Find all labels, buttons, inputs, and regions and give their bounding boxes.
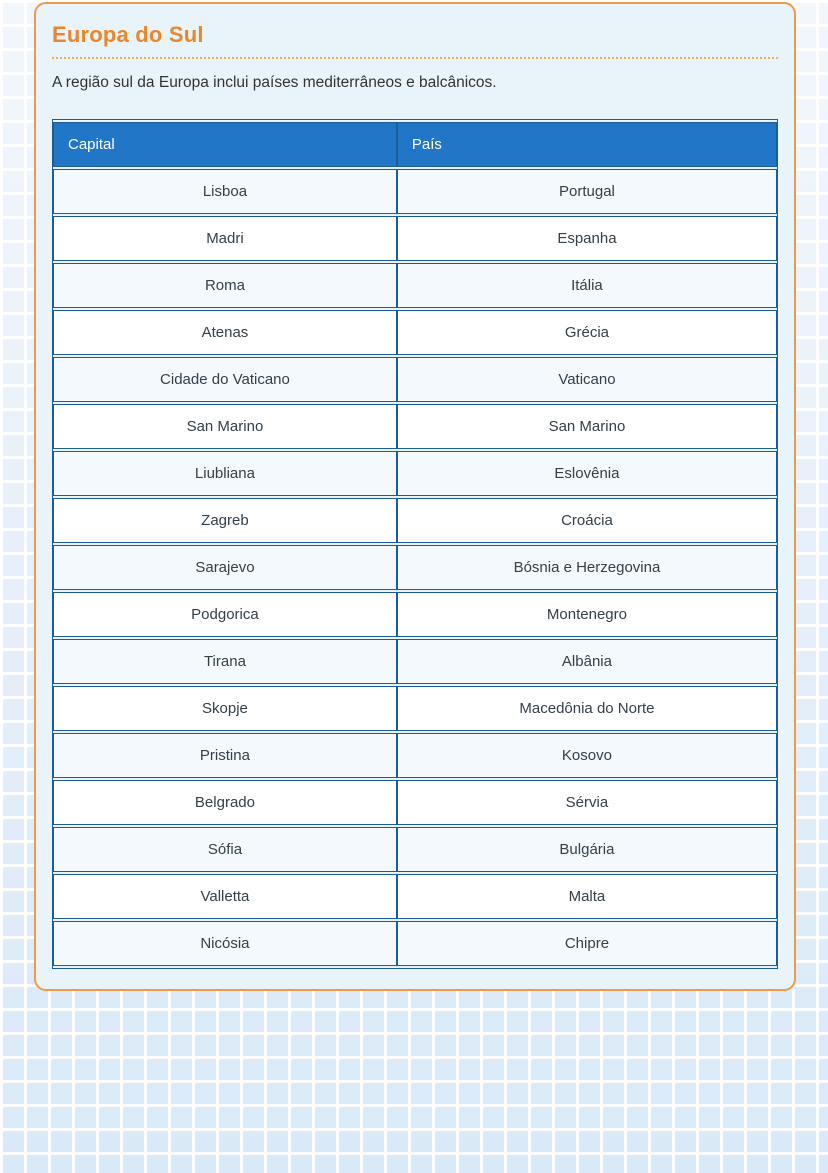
table-header-row <box>53 122 777 167</box>
region-title: Europa do Sul <box>52 22 778 59</box>
country-cell: Montenegro <box>397 592 777 637</box>
country-cell: Grécia <box>397 310 777 355</box>
table-body <box>53 169 777 966</box>
table-row <box>53 827 777 872</box>
column-header-country: País <box>397 122 777 167</box>
country-cell: Eslovênia <box>397 451 777 496</box>
region-description: A região sul da Europa inclui países mediterrâneos e balcânicos. <box>52 74 497 91</box>
capital-cell: Zagreb <box>53 498 397 543</box>
capital-cell: Skopje <box>53 686 397 731</box>
country-cell: Itália <box>397 263 777 308</box>
capital-cell: Cidade do Vaticano <box>53 357 397 402</box>
table-row <box>53 404 777 449</box>
table-row <box>53 592 777 637</box>
capital-cell: Lisboa <box>53 169 397 214</box>
country-cell: Bulgária <box>397 827 777 872</box>
country-cell: Kosovo <box>397 733 777 778</box>
table-header <box>53 122 777 167</box>
page-background <box>0 2 828 991</box>
table-row <box>53 263 777 308</box>
capital-cell: Nicósia <box>53 921 397 966</box>
capital-cell: Tirana <box>53 639 397 684</box>
capital-cell: Roma <box>53 263 397 308</box>
country-cell: Sérvia <box>397 780 777 825</box>
capital-cell: Atenas <box>53 310 397 355</box>
table-row <box>53 357 777 402</box>
country-cell: San Marino <box>397 404 777 449</box>
table-row <box>53 733 777 778</box>
table-row <box>53 545 777 590</box>
table-row <box>53 310 777 355</box>
country-cell: Vaticano <box>397 357 777 402</box>
capital-cell: Liubliana <box>53 451 397 496</box>
capitals-table <box>52 119 778 969</box>
table-row <box>53 169 777 214</box>
table-row <box>53 216 777 261</box>
country-cell: Portugal <box>397 169 777 214</box>
table-row <box>53 451 777 496</box>
region-card <box>34 2 796 991</box>
country-cell: Croácia <box>397 498 777 543</box>
country-cell: Bósnia e Herzegovina <box>397 545 777 590</box>
country-cell: Albânia <box>397 639 777 684</box>
capital-cell: Madri <box>53 216 397 261</box>
country-cell: Malta <box>397 874 777 919</box>
capital-cell: Belgrado <box>53 780 397 825</box>
capital-cell: Sarajevo <box>53 545 397 590</box>
column-header-capital: Capital <box>53 122 397 167</box>
table-row <box>53 686 777 731</box>
table-row <box>53 921 777 966</box>
country-cell: Chipre <box>397 921 777 966</box>
table-row <box>53 874 777 919</box>
table-row <box>53 498 777 543</box>
country-cell: Macedônia do Norte <box>397 686 777 731</box>
capital-cell: San Marino <box>53 404 397 449</box>
table-row <box>53 780 777 825</box>
capital-cell: Pristina <box>53 733 397 778</box>
country-cell: Espanha <box>397 216 777 261</box>
capital-cell: Sófia <box>53 827 397 872</box>
capital-cell: Podgorica <box>53 592 397 637</box>
table-row <box>53 639 777 684</box>
capital-cell: Valletta <box>53 874 397 919</box>
